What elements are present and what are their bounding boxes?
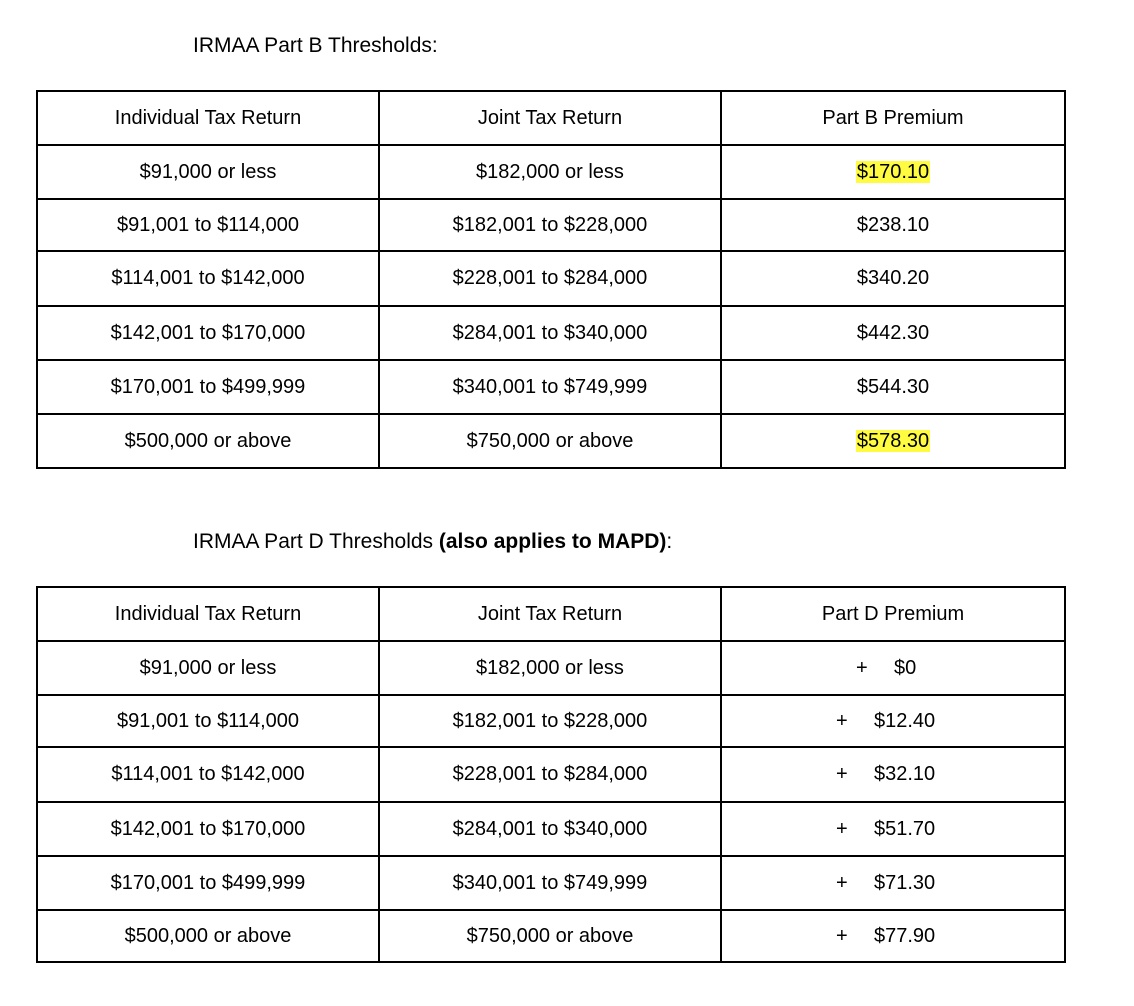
part-d-row bbox=[37, 856, 1065, 910]
part-d-header-individual: Individual Tax Return bbox=[37, 587, 379, 641]
premium-cell bbox=[721, 747, 1065, 802]
individual-cell: $91,000 or less bbox=[37, 641, 379, 695]
part-d-heading-note: (also applies to MAPD) bbox=[438, 530, 667, 553]
plus-sign: + bbox=[836, 709, 848, 732]
premium-value: $12.40 bbox=[874, 709, 936, 732]
individual-cell: $114,001 to $142,000 bbox=[37, 747, 379, 802]
individual-cell: $91,000 or less bbox=[37, 145, 379, 199]
part-b-row bbox=[37, 145, 1065, 199]
premium-cell bbox=[721, 145, 1065, 199]
individual-cell: $500,000 or above bbox=[37, 910, 379, 962]
joint-cell: $340,001 to $749,999 bbox=[379, 856, 721, 910]
part-b-header-joint: Joint Tax Return bbox=[379, 91, 721, 145]
premium-adjustment bbox=[836, 818, 966, 841]
part-b-header-row bbox=[37, 91, 1065, 145]
joint-cell: $182,000 or less bbox=[379, 145, 721, 199]
part-b-row bbox=[37, 199, 1065, 251]
part-d-header-joint: Joint Tax Return bbox=[379, 587, 721, 641]
part-d-header-row bbox=[37, 587, 1065, 641]
joint-cell: $284,001 to $340,000 bbox=[379, 306, 721, 360]
joint-cell: $340,001 to $749,999 bbox=[379, 360, 721, 414]
premium-adjustment bbox=[836, 710, 966, 733]
premium-value: $71.30 bbox=[874, 871, 936, 894]
premium-value: $442.30 bbox=[856, 321, 930, 344]
joint-cell: $750,000 or above bbox=[379, 910, 721, 962]
joint-cell: $750,000 or above bbox=[379, 414, 721, 468]
premium-cell bbox=[721, 641, 1065, 695]
part-b-heading bbox=[193, 33, 438, 59]
part-b-header-individual: Individual Tax Return bbox=[37, 91, 379, 145]
part-b-table bbox=[36, 90, 1066, 469]
premium-value: $77.90 bbox=[874, 924, 936, 947]
individual-cell: $500,000 or above bbox=[37, 414, 379, 468]
individual-cell: $170,001 to $499,999 bbox=[37, 360, 379, 414]
premium-cell bbox=[721, 360, 1065, 414]
individual-cell: $142,001 to $170,000 bbox=[37, 306, 379, 360]
joint-cell: $284,001 to $340,000 bbox=[379, 802, 721, 856]
joint-cell: $228,001 to $284,000 bbox=[379, 747, 721, 802]
plus-sign: + bbox=[836, 924, 848, 947]
individual-cell: $170,001 to $499,999 bbox=[37, 856, 379, 910]
premium-adjustment bbox=[836, 763, 966, 786]
premium-value: $544.30 bbox=[856, 375, 930, 398]
individual-cell: $91,001 to $114,000 bbox=[37, 199, 379, 251]
highlighted-premium: $170.10 bbox=[856, 160, 930, 183]
premium-adjustment bbox=[836, 925, 966, 948]
premium-adjustment bbox=[856, 657, 986, 680]
part-b-row bbox=[37, 414, 1065, 468]
premium-adjustment bbox=[836, 872, 966, 895]
part-d-row bbox=[37, 910, 1065, 962]
part-d-row bbox=[37, 802, 1065, 856]
plus-sign: + bbox=[836, 817, 848, 840]
joint-cell: $182,001 to $228,000 bbox=[379, 695, 721, 747]
highlighted-premium: $578.30 bbox=[856, 429, 930, 452]
premium-cell bbox=[721, 414, 1065, 468]
part-d-row bbox=[37, 695, 1065, 747]
plus-sign: + bbox=[836, 871, 848, 894]
premium-value: $238.10 bbox=[856, 213, 930, 236]
part-d-header-premium: Part D Premium bbox=[721, 587, 1065, 641]
premium-cell bbox=[721, 910, 1065, 962]
part-b-row bbox=[37, 251, 1065, 306]
part-d-row bbox=[37, 747, 1065, 802]
part-d-table bbox=[36, 586, 1066, 963]
part-d-heading-text: IRMAA Part D Thresholds bbox=[193, 530, 439, 553]
joint-cell: $182,001 to $228,000 bbox=[379, 199, 721, 251]
part-b-heading-text: IRMAA Part B Thresholds: bbox=[193, 34, 438, 57]
part-d-row bbox=[37, 641, 1065, 695]
individual-cell: $91,001 to $114,000 bbox=[37, 695, 379, 747]
joint-cell: $182,000 or less bbox=[379, 641, 721, 695]
premium-cell bbox=[721, 802, 1065, 856]
premium-cell bbox=[721, 251, 1065, 306]
premium-cell bbox=[721, 856, 1065, 910]
premium-value: $51.70 bbox=[874, 817, 936, 840]
premium-value: $32.10 bbox=[874, 763, 936, 785]
premium-value: $340.20 bbox=[856, 267, 930, 289]
plus-sign: + bbox=[836, 763, 848, 785]
part-d-heading-colon: : bbox=[666, 530, 673, 553]
premium-cell bbox=[721, 695, 1065, 747]
part-d-heading bbox=[193, 529, 672, 555]
individual-cell: $114,001 to $142,000 bbox=[37, 251, 379, 306]
individual-cell: $142,001 to $170,000 bbox=[37, 802, 379, 856]
part-b-row bbox=[37, 306, 1065, 360]
part-b-header-premium: Part B Premium bbox=[721, 91, 1065, 145]
premium-cell bbox=[721, 199, 1065, 251]
plus-sign: + bbox=[856, 656, 868, 679]
joint-cell: $228,001 to $284,000 bbox=[379, 251, 721, 306]
premium-value: $0 bbox=[894, 656, 917, 679]
premium-cell bbox=[721, 306, 1065, 360]
part-b-row bbox=[37, 360, 1065, 414]
